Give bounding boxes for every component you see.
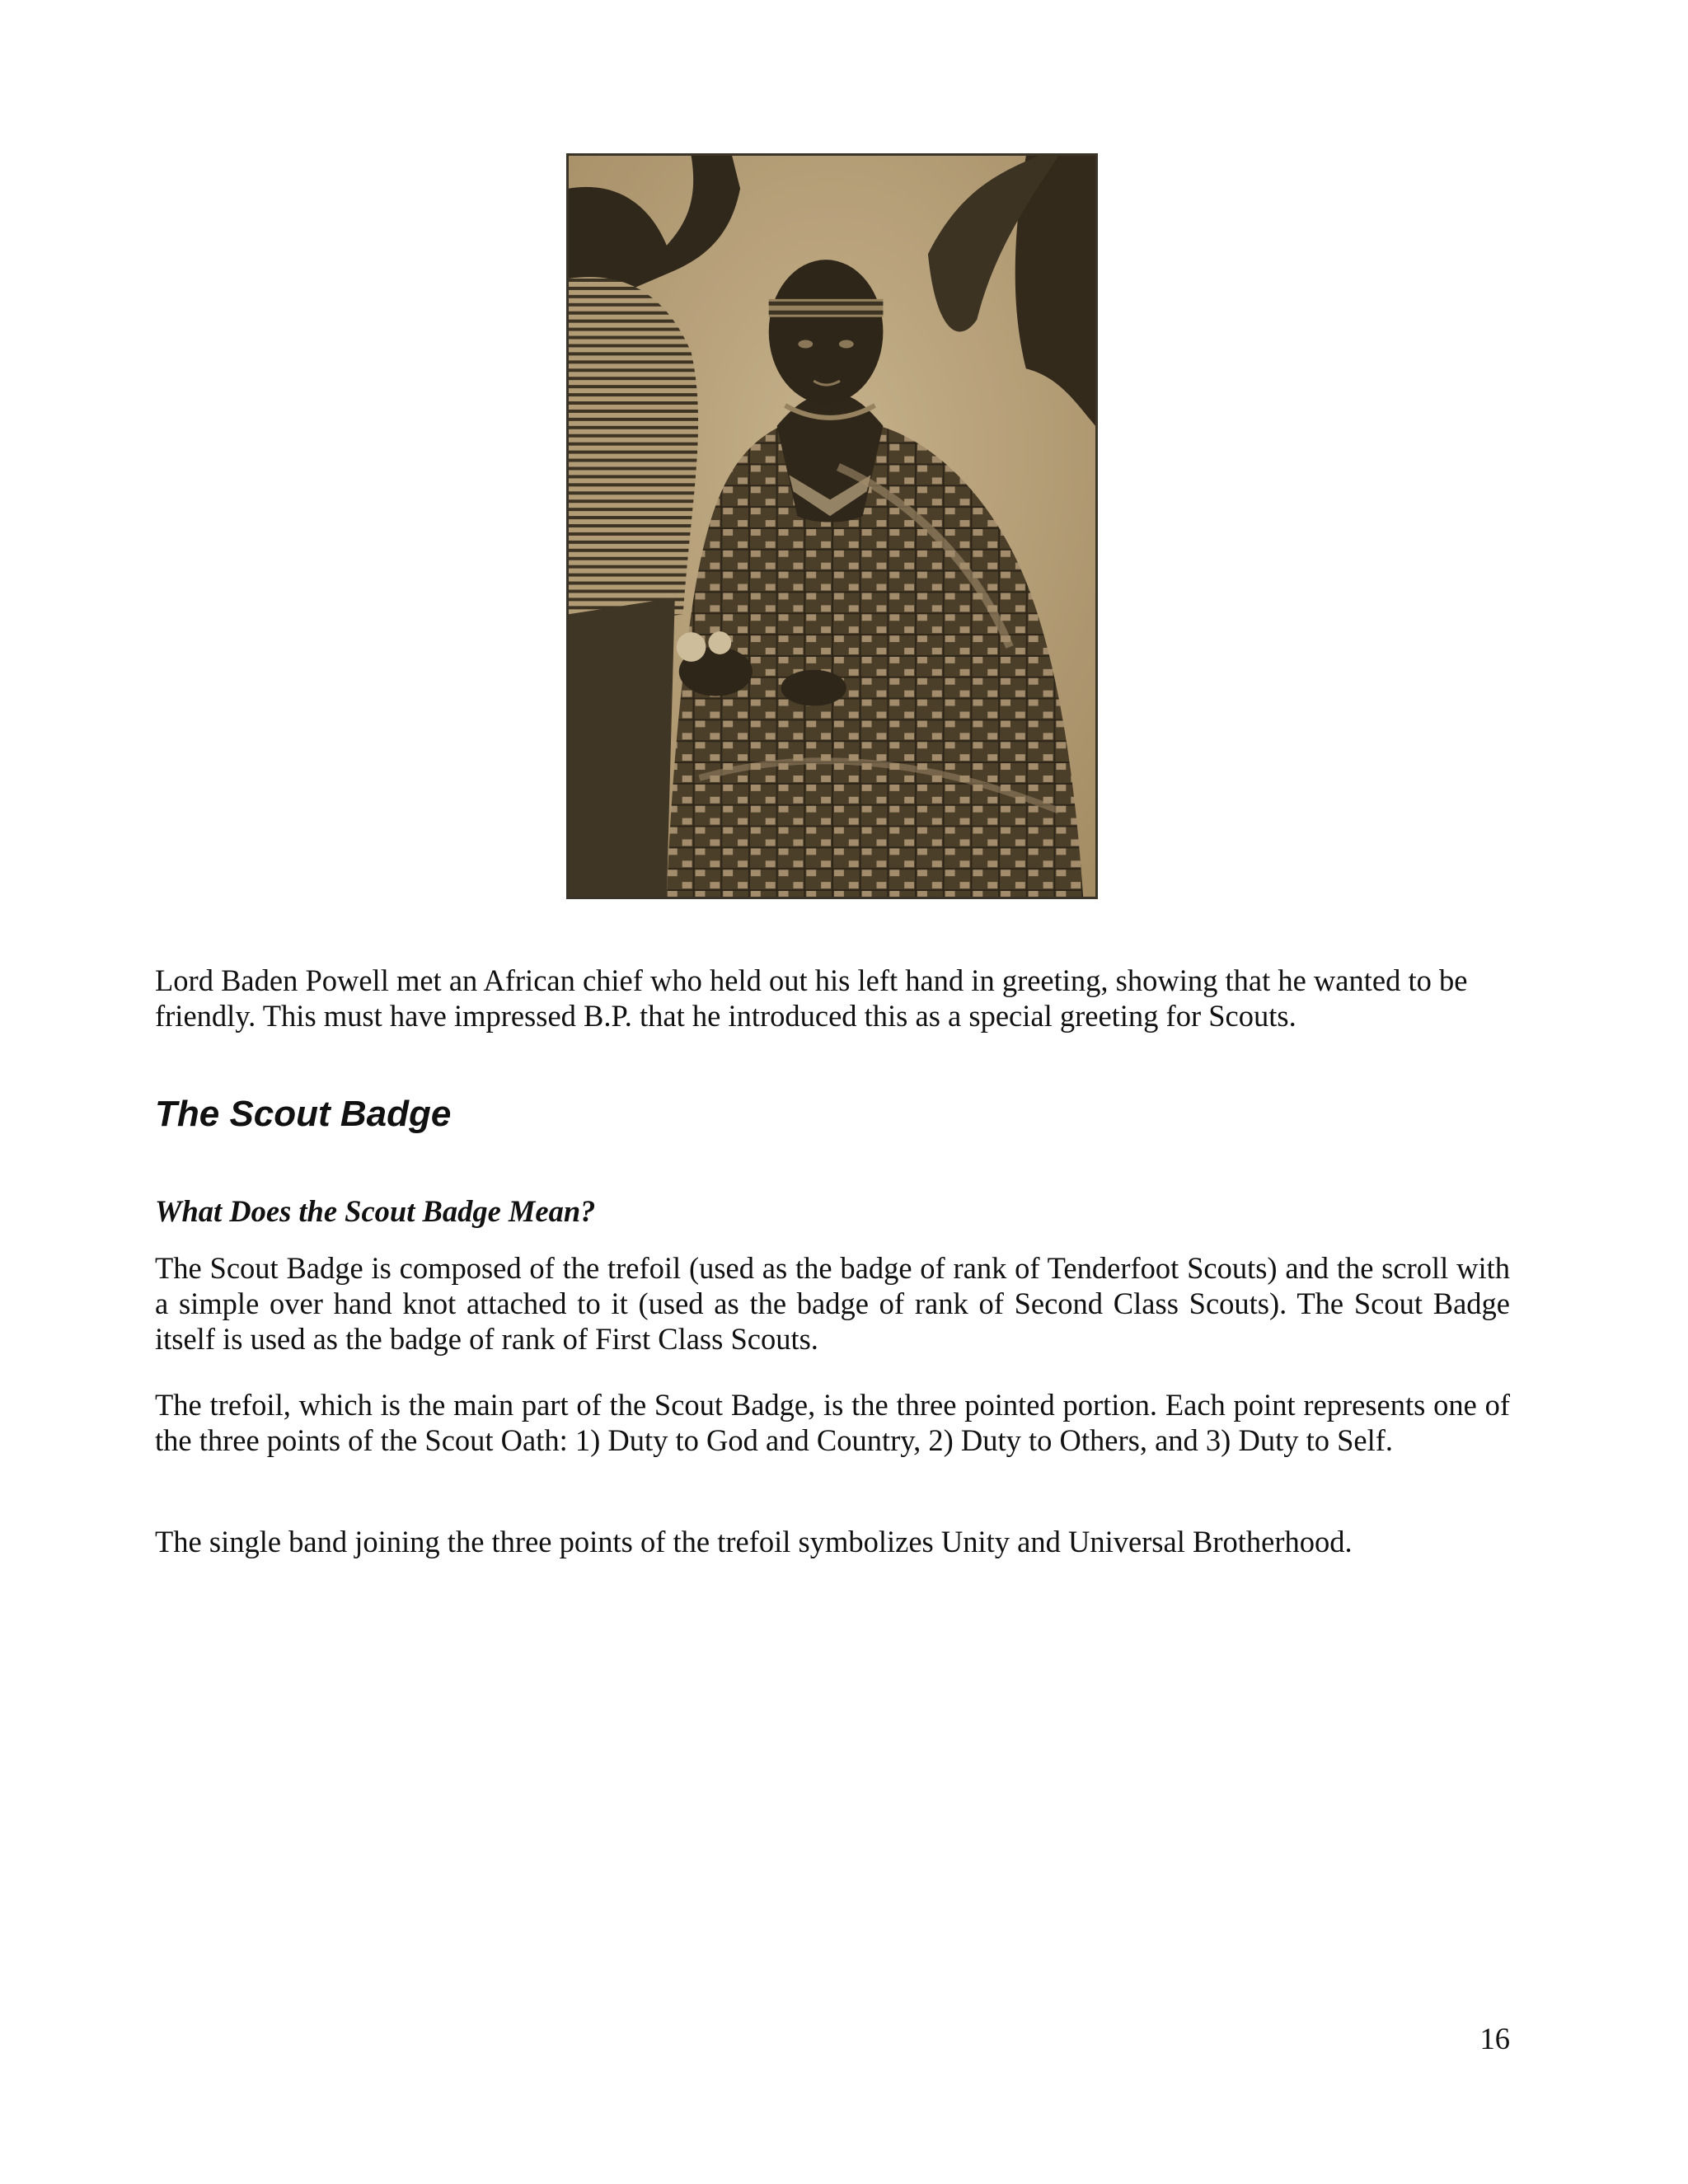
paragraph-band: The single band joining the three points of the trefoil symbolizes Unity and Universal Brotherhood. [155, 1525, 1353, 1558]
paragraph-block-2 [155, 1387, 1510, 1458]
paragraph-trefoil: The trefoil, which is the main part of the Scout Badge, is the three pointed portion. Each point represents one of the three points of the Scout Oath: 1) Duty to God and Country, 2) Duty to Others, and 3) Duty to Self. [155, 1388, 1510, 1457]
paragraph-block-1 [155, 1250, 1510, 1357]
page-number: 16 [1479, 2022, 1510, 2055]
intro-block [155, 963, 1510, 1033]
section-title: The Scout Badge [155, 1094, 452, 1134]
african-chief-illustration [569, 156, 1095, 897]
paragraph-block-3 [155, 1524, 1510, 1559]
subsection-title: What Does the Scout Badge Mean? [155, 1194, 596, 1228]
african-chief-photo [566, 153, 1098, 899]
section-heading-block [155, 1093, 1510, 1136]
paragraph-badge-composition: The Scout Badge is composed of the trefoil (used as the badge of rank of Tenderfoot Scouts) and the scroll with a simple over hand knot attached to it (used as the badge of rank of Second Class Scouts). The Scout Badge itself is used as the badge of rank of First Class Scouts. [155, 1251, 1510, 1356]
intro-paragraph: Lord Baden Powell met an African chief who held out his left hand in greeting, showing that he wanted to be friendly. This must have impressed B.P. that he introduced this as a special greeting for Scouts. [155, 963, 1468, 1033]
subsection-heading-block [155, 1193, 1510, 1229]
